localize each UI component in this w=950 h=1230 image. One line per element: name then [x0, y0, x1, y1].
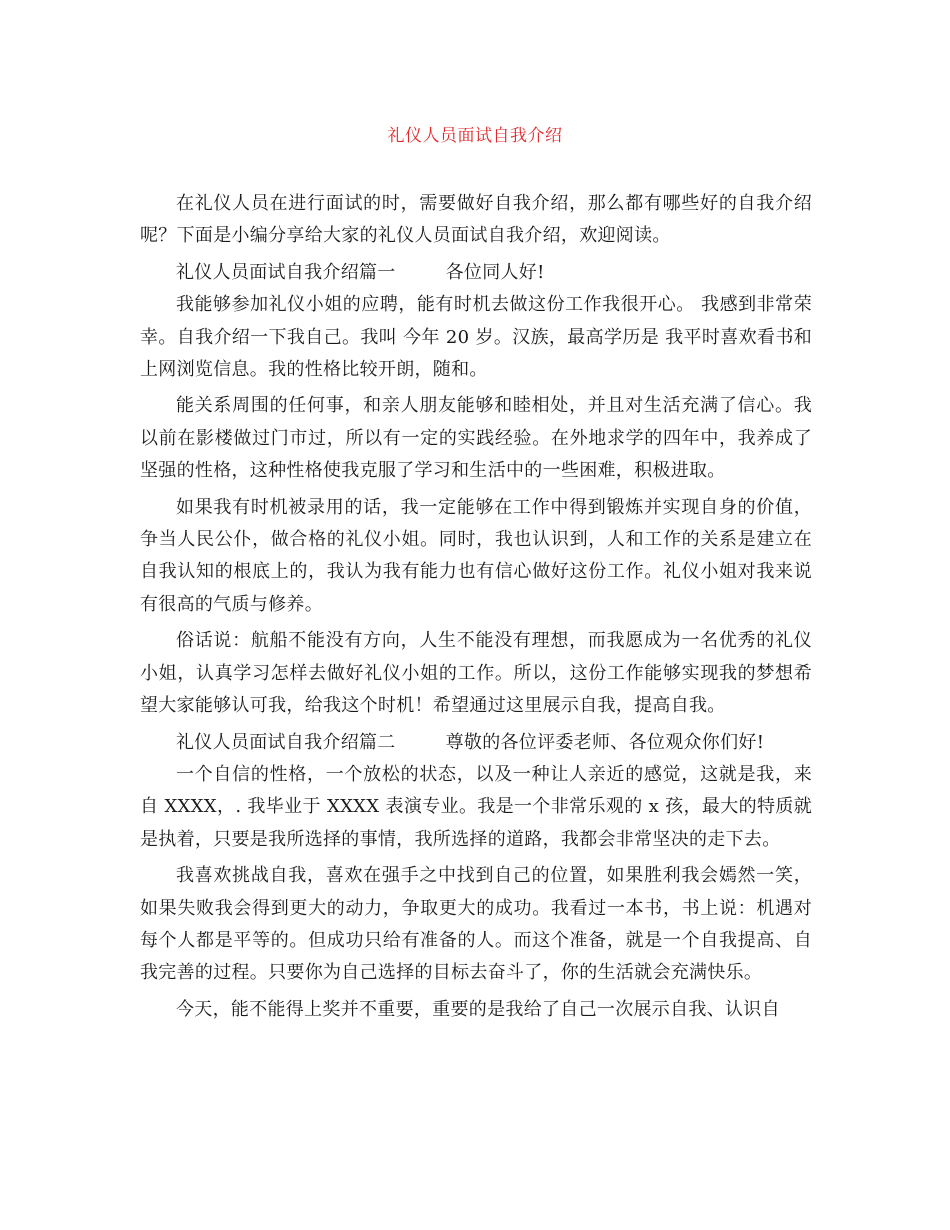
section1-greeting: 各位同人好!	[445, 261, 545, 283]
document-body	[140, 188, 812, 1026]
section2-paragraph: 一个自信的性格，一个放松的状态，以及一种让人亲近的感觉，这就是我，来自 XXXX，. 我毕业于 XXXX 表演专业。我是一个非常乐观的 x 孩，最大的特质就是执着，只要是我所选择的事情，我所选择的道路，我都会非常坚决的走下去。	[140, 763, 812, 850]
section2-paragraph: 我喜欢挑战自我，喜欢在强手之中找到自己的位置，如果胜利我会嫣然一笑，如果失败我会得到更大的动力，争取更大的成功。我看过一本书，书上说：机遇对每个人都是平等的。但成功只给有准备的人。而这个准备，就是一个自我提高、自我完善的过程。只要你为自己选择的目标去奋斗了，你的生活就会充满快乐。	[140, 865, 812, 984]
section1-heading: 礼仪人员面试自我介绍篇一	[176, 261, 396, 283]
intro-paragraph: 在礼仪人员在进行面试的时，需要做好自我介绍，那么都有哪些好的自我介绍呢？下面是小编分享给大家的礼仪人员面试自我介绍，欢迎阅读。	[140, 193, 812, 247]
section1-paragraph: 俗话说：航船不能没有方向，人生不能没有理想，而我愿成为一名优秀的礼仪小姐，认真学习怎样去做好礼仪小姐的工作。所以，这份工作能够实现我的梦想希望大家能够认可我，给我这个时机！希望通过这里展示自我，提高自我。	[140, 630, 812, 717]
section1-heading-line	[140, 257, 812, 289]
document-title: 礼仪人员面试自我介绍	[387, 126, 563, 146]
section1-paragraph: 能关系周围的任何事，和亲人朋友能够和睦相处，并且对生活充满了信心。我以前在影楼做过门市过，所以有一定的实践经验。在外地求学的四年中，我养成了坚强的性格，这种性格使我克服了学习和生活中的一些困难，积极进取。	[140, 395, 812, 482]
section1-paragraph: 我能够参加礼仪小姐的应聘，能有时机去做这份工作我很开心。 我感到非常荣幸。自我介绍一下我自己。我叫 今年 20 岁。汉族，最高学历是 我平时喜欢看书和上网浏览信息。我的性格比较开朗，随和。	[140, 294, 812, 381]
section2-heading: 礼仪人员面试自我介绍篇二	[176, 731, 396, 753]
section2-heading-line	[140, 727, 812, 759]
section1-paragraph: 如果我有时机被录用的话，我一定能够在工作中得到锻炼并实现自身的价值，争当人民公仆，做合格的礼仪小姐。同时，我也认识到，人和工作的关系是建立在自我认知的根底上的，我认为我有能力也有信心做好这份工作。礼仪小姐对我来说有很高的气质与修养。	[140, 496, 812, 615]
section2-greeting: 尊敬的各位评委老师、各位观众你们好!	[445, 731, 765, 753]
section2-paragraph: 今天，能不能得上奖并不重要，重要的是我给了自己一次展示自我、认识自	[176, 998, 780, 1020]
